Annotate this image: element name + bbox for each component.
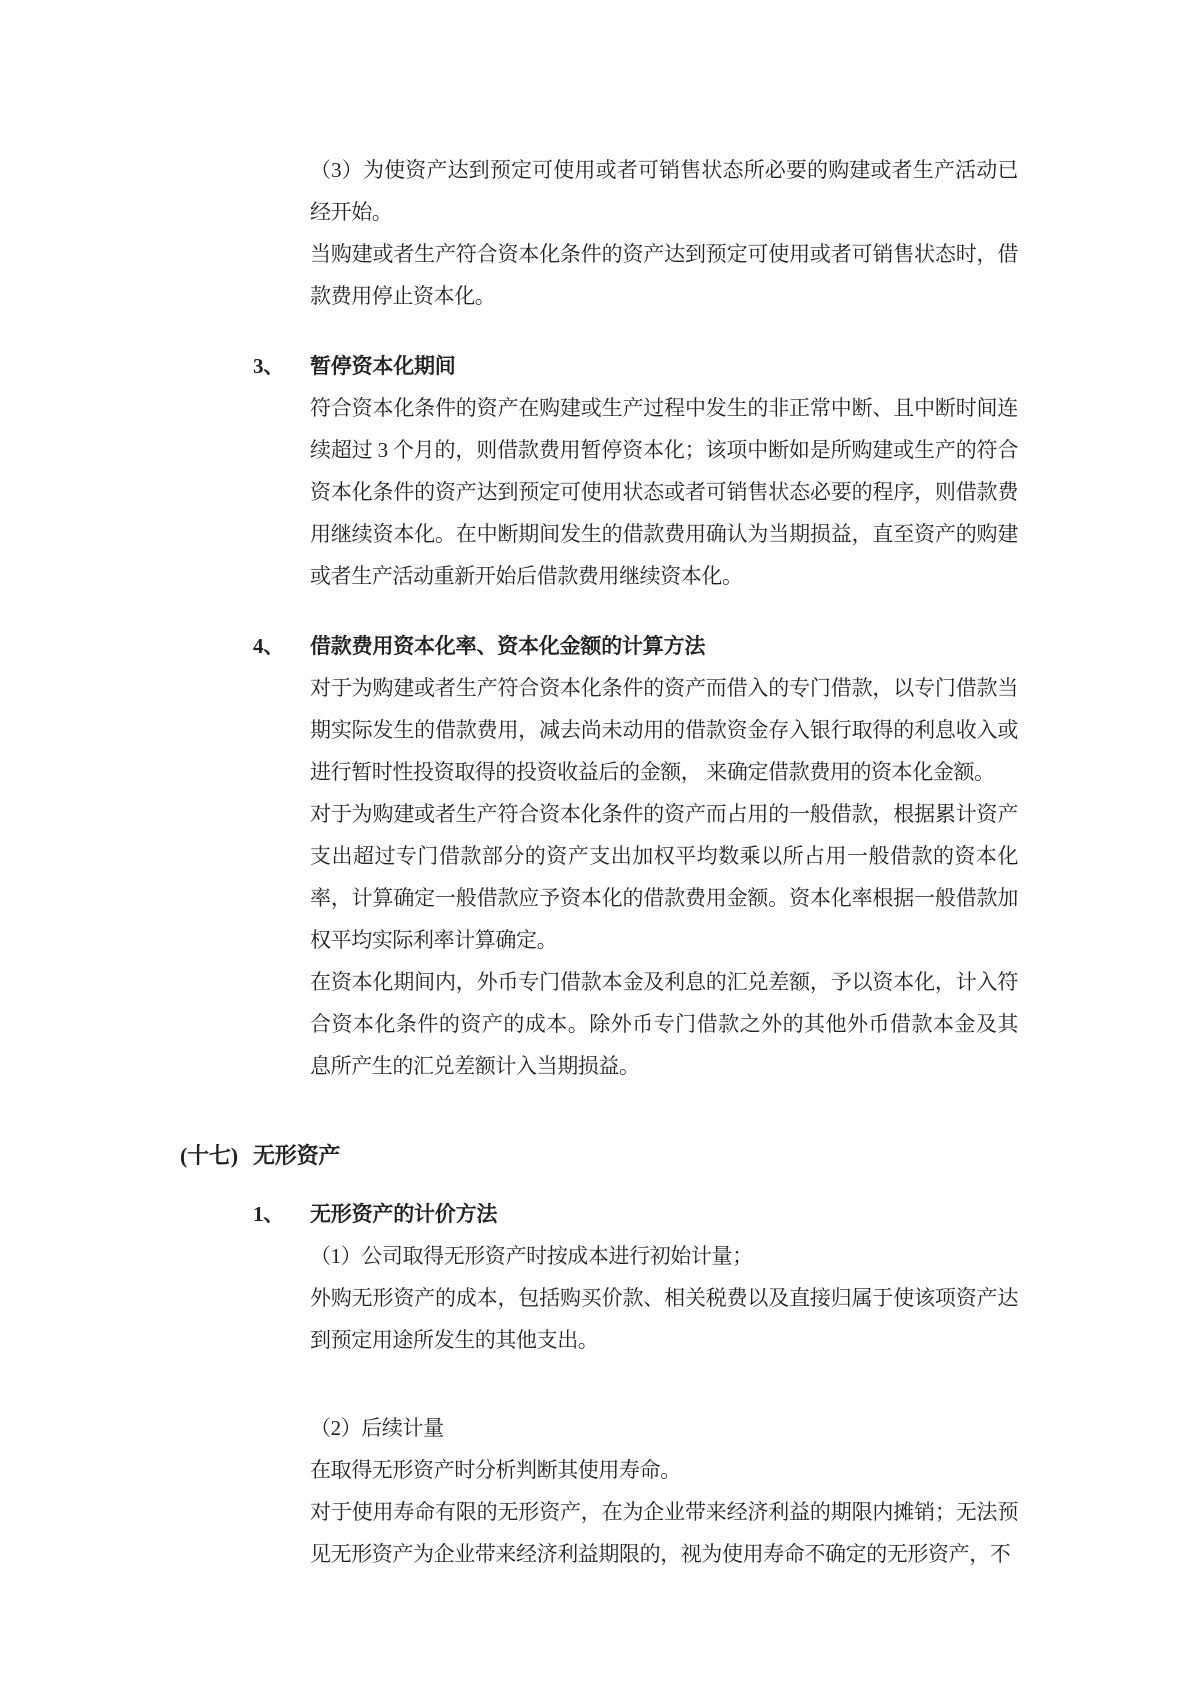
text-line: 进行暂时性投资取得的投资收益后的金额， 来确定借款费用的资本化金额。 <box>310 760 995 784</box>
paragraph <box>310 1235 1018 1277</box>
text-line: 到预定用途所发生的其他支出。 <box>310 1328 599 1352</box>
heading-number: 3、 <box>253 354 285 378</box>
text-line: 在资本化期间内，外币专门借款本金及利息的汇兑差额，予以资本化，计入符 <box>310 970 1018 994</box>
heading-title: 借款费用资本化率、资本化金额的计算方法 <box>310 634 706 658</box>
text-line: 对于为购建或者生产符合资本化条件的资产而借入的专门借款，以专门借款当 <box>310 676 1018 700</box>
text-line: 率，计算确定一般借款应予资本化的借款费用金额。资本化率根据一般借款加 <box>310 886 1018 910</box>
paragraph <box>310 1449 1018 1491</box>
paragraph <box>310 1277 1018 1361</box>
text-line: 支出超过专门借款部分的资产支出加权平均数乘以所占用一般借款的资本化 <box>310 844 1018 868</box>
paragraph <box>310 793 1018 961</box>
text-line: 合资本化条件的资产的成本。除外币专门借款之外的其他外币借款本金及其 <box>310 1012 1018 1036</box>
text-line: （2）后续计量 <box>310 1416 444 1440</box>
paragraph <box>310 1407 1018 1449</box>
heading-number: 1、 <box>253 1202 285 1226</box>
text-line: 期实际发生的借款费用，减去尚未动用的借款资金存入银行取得的利息收入或 <box>310 718 1018 742</box>
text-line: 对于使用寿命有限的无形资产，在为企业带来经济利益的期限内摊销；无法预 <box>310 1500 1018 1524</box>
numbered-heading <box>253 625 1025 667</box>
text-line: 对于为购建或者生产符合资本化条件的资产而占用的一般借款，根据累计资产 <box>310 802 1018 826</box>
text-line: 或者生产活动重新开始后借款费用继续资本化。 <box>310 564 743 588</box>
text-line: 用继续资本化。在中断期间发生的借款费用确认为当期损益，直至资产的购建 <box>310 522 1018 546</box>
heading-title: 暂停资本化期间 <box>310 354 456 378</box>
text-line: 续超过 3 个月的，则借款费用暂停资本化；该项中断如是所购建或生产的符合 <box>310 438 1018 462</box>
paragraph <box>310 667 1018 793</box>
text-line: 符合资本化条件的资产在购建或生产过程中发生的非正常中断、且中断时间连 <box>310 396 1018 420</box>
text-line: 在取得无形资产时分析判断其使用寿命。 <box>310 1458 681 1482</box>
numbered-heading <box>253 345 1025 387</box>
paragraph <box>310 1491 1018 1575</box>
text-line: 见无形资产为企业带来经济利益期限的，视为使用寿命不确定的无形资产，不 <box>310 1542 1011 1566</box>
paragraph <box>310 387 1018 597</box>
text-line: 息所产生的汇兑差额计入当期损益。 <box>310 1054 640 1078</box>
text-line: （3）为使资产达到预定可使用或者可销售状态所必要的购建或者生产活动已 <box>310 158 1018 182</box>
heading-title: 无形资产的计价方法 <box>310 1202 498 1226</box>
text-line: 经开始。 <box>310 200 393 224</box>
text-line: 当购建或者生产符合资本化条件的资产达到预定可使用或者可销售状态时，借 <box>310 242 1018 266</box>
paragraph <box>310 149 1018 233</box>
text-line: （1）公司取得无形资产时按成本进行初始计量； <box>310 1244 753 1268</box>
section-number: (十七) <box>180 1143 238 1168</box>
text-line: 资本化条件的资产达到预定可使用状态或者可销售状态必要的程序，则借款费 <box>310 480 1018 504</box>
text-line: 权平均实际利率计算确定。 <box>310 928 558 952</box>
paragraph <box>310 961 1018 1087</box>
paragraph <box>310 233 1018 317</box>
heading-number: 4、 <box>253 634 285 658</box>
numbered-heading <box>253 1193 1025 1235</box>
document-content <box>180 149 1025 1575</box>
text-line: 外购无形资产的成本，包括购买价款、相关税费以及直接归属于使该项资产达 <box>310 1286 1018 1310</box>
section-heading <box>180 1135 1025 1177</box>
text-line: 款费用停止资本化。 <box>310 284 496 308</box>
section-title: 无形资产 <box>253 1143 341 1168</box>
